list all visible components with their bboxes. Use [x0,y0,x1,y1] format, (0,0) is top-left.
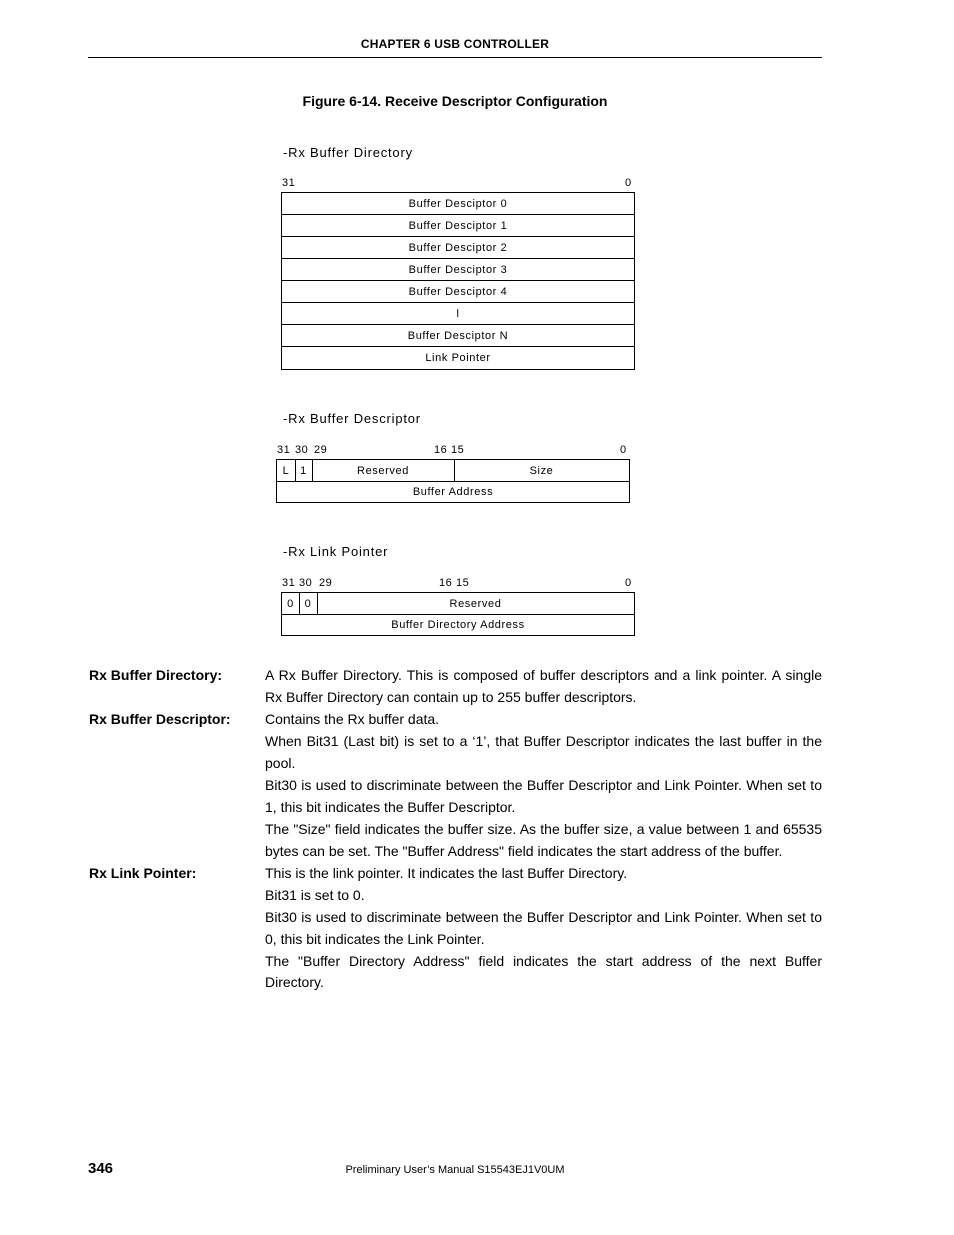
descriptor-bit-16: 16 [434,444,448,456]
link-bit-16: 16 [439,577,453,589]
directory-label: -Rx Buffer Directory [283,145,413,160]
directory-row: Buffer Desciptor 2 [282,237,634,259]
link-bit30-value: 0 [304,598,312,610]
directory-row: Buffer Desciptor N [282,325,634,347]
link-bit-0: 0 [625,577,632,589]
definition-line: Directory. [265,974,324,990]
definition-line: pool. [265,755,296,771]
descriptor-buffer-address: Buffer Address [412,486,494,498]
term-rx-buffer-directory: Rx Buffer Directory: [89,667,223,683]
link-bit-29: 29 [319,577,333,589]
link-bit-31: 31 [282,577,296,589]
header-divider [88,57,822,58]
directory-row: Buffer Desciptor 1 [282,215,634,237]
definition-line: Bit30 is used to discriminate between the Buffer Descriptor and Link Pointer. When set to [265,909,822,925]
directory-table [281,192,635,370]
definition-line: Rx Buffer Directory can contain up to 255 buffer descriptors. [265,689,637,705]
definition-line: Bit30 is used to discriminate between the Buffer Descriptor and Link Pointer. When set to [265,777,822,793]
definition-line: The "Size" field indicates the buffer size. As the buffer size, a value between 1 and 65535 [265,821,822,837]
definition-line: The "Buffer Directory Address" field indicates the start address of the next Buffer [265,953,822,969]
directory-bit-high: 31 [282,177,296,189]
term-rx-buffer-descriptor: Rx Buffer Descriptor: [89,711,231,727]
directory-row: Buffer Desciptor 3 [282,259,634,281]
link-bit31-value: 0 [287,598,294,610]
definition-line: When Bit31 (Last bit) is set to a ‘1’, that Buffer Descriptor indicates the last buffer in the [265,733,822,749]
descriptor-bit-29: 29 [314,444,328,456]
descriptor-size: Size [529,465,554,477]
descriptor-bit-0: 0 [620,444,627,456]
descriptor-reserved: Reserved [357,465,409,477]
definition-line: Bit31 is set to 0. [265,887,365,903]
descriptor-last-bit: L [282,465,290,477]
figure-title: Figure 6-14. Receive Descriptor Configuration [302,93,608,109]
definition-line: bytes can be set. The "Buffer Address" field indicates the start address of the buffer. [265,843,783,859]
directory-row-ellipsis: l [282,303,634,325]
link-reserved: Reserved [449,598,502,610]
definition-line: 1, this bit indicates the Buffer Descriptor. [265,799,516,815]
definition-line: A Rx Buffer Directory. This is composed of buffer descriptors and a link pointer. A single [265,667,822,683]
descriptor-word-0 [277,460,629,482]
footer-manual-id: Preliminary User’s Manual S15543EJ1V0UM [345,1164,565,1176]
directory-bit-low: 0 [625,177,632,189]
descriptor-label: -Rx Buffer Descriptor [283,411,421,426]
link-bit-30: 30 [299,577,313,589]
link-pointer-label: -Rx Link Pointer [283,544,389,559]
link-buffer-directory-address: Buffer Directory Address [391,619,525,631]
descriptor-bit-31: 31 [277,444,291,456]
definition-line: Contains the Rx buffer data. [265,711,440,727]
link-bit-15: 15 [456,577,470,589]
link-pointer-word-0 [282,593,634,615]
page-number: 346 [88,1160,114,1177]
directory-row: Buffer Desciptor 0 [282,193,634,215]
link-pointer-table [281,592,635,636]
directory-row: Buffer Desciptor 4 [282,281,634,303]
descriptor-bit-15: 15 [451,444,465,456]
descriptor-bit-30: 30 [295,444,309,456]
definition-line: 0, this bit indicates the Link Pointer. [265,931,485,947]
running-header: CHAPTER 6 USB CONTROLLER [360,37,550,51]
directory-row-link-pointer: Link Pointer [425,352,491,364]
descriptor-table [276,459,630,503]
descriptor-bit30-value: 1 [300,465,307,477]
definition-line: This is the link pointer. It indicates the last Buffer Directory. [265,865,628,881]
term-rx-link-pointer: Rx Link Pointer: [89,865,197,881]
